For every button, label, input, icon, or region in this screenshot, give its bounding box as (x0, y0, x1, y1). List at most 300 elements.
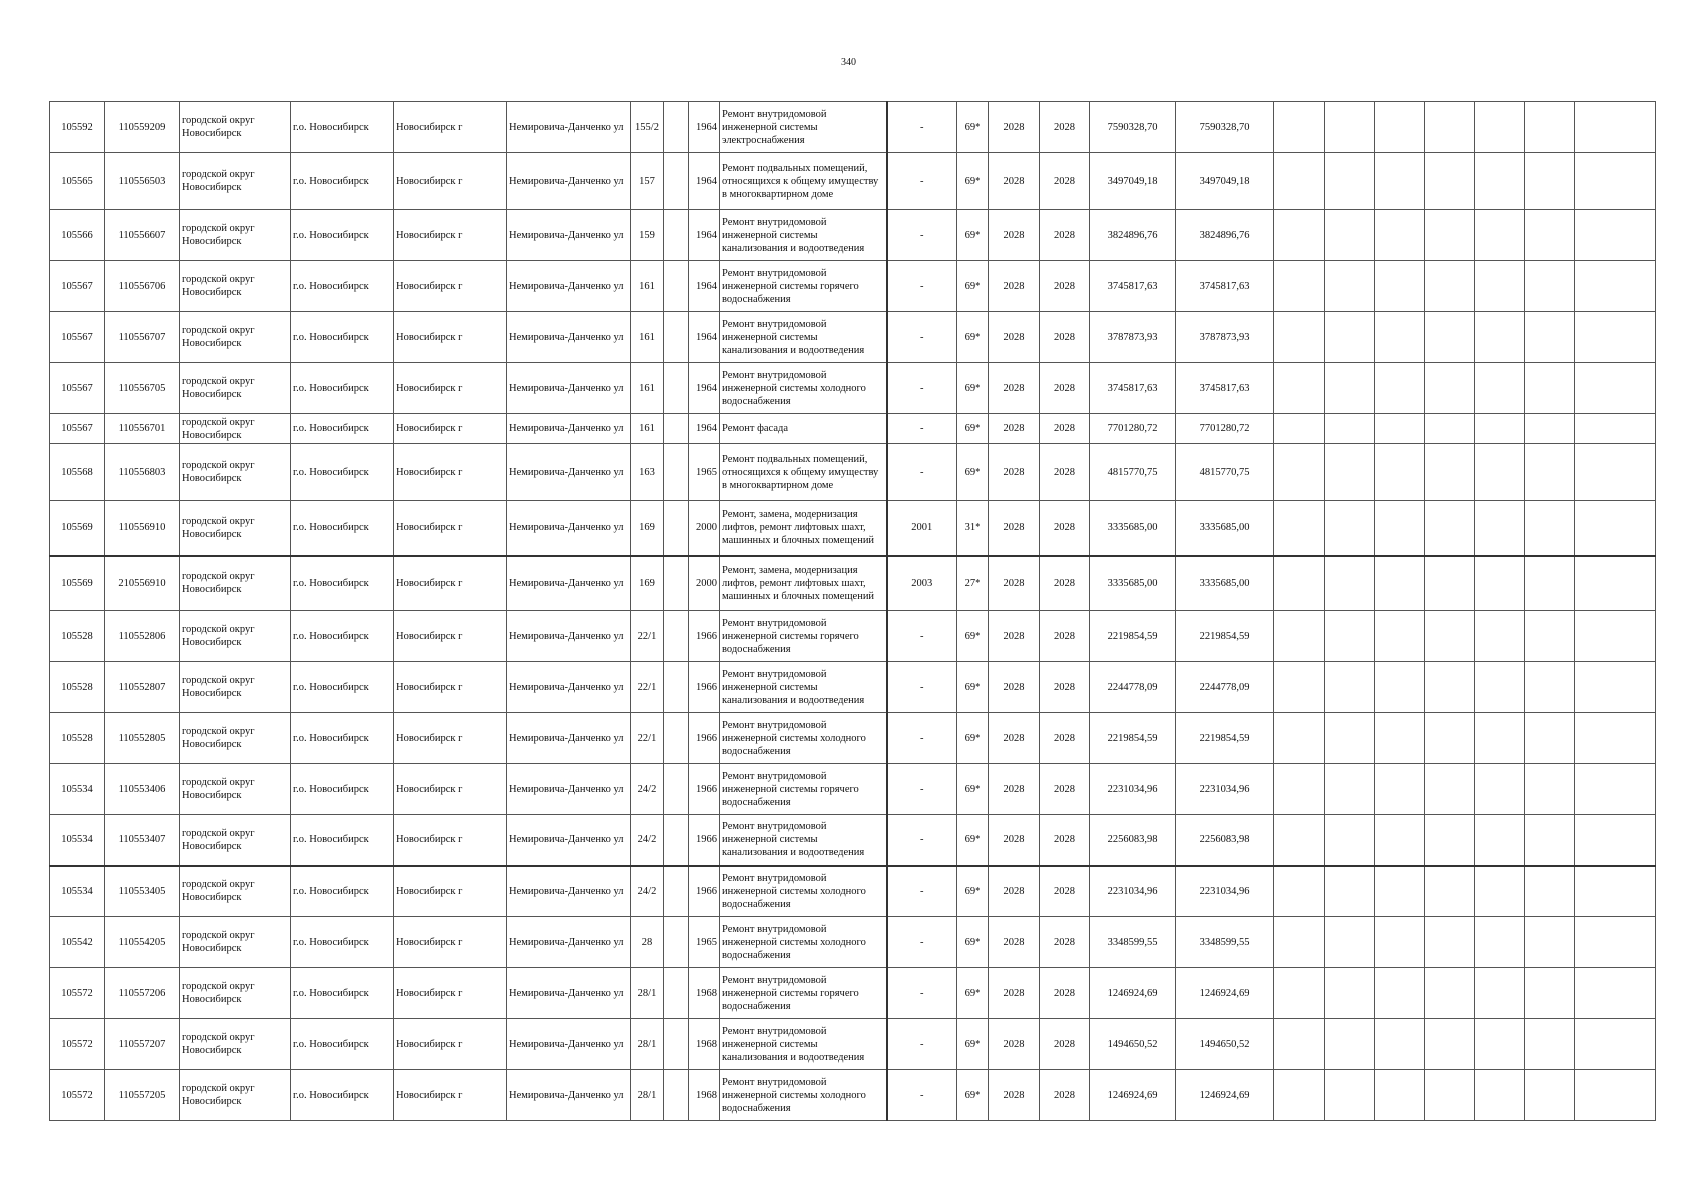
cost-total-cell: 2256083,98 (1090, 815, 1176, 866)
plan-year-end-cell: 2028 (1040, 968, 1090, 1019)
plan-year-start-cell: 2028 (989, 414, 1040, 444)
row-id-cell: 105567 (50, 414, 105, 444)
plan-year-end-cell: 2028 (1040, 866, 1090, 917)
plan-year-start-cell: 2028 (989, 556, 1040, 611)
house-number-cell: 157 (631, 153, 664, 210)
wear-percent-cell: 69* (957, 713, 989, 764)
empty-cell (1475, 444, 1525, 501)
cost-total-cell: 4815770,75 (1090, 444, 1176, 501)
plan-year-start-cell: 2028 (989, 153, 1040, 210)
settlement-cell: Новосибирск г (394, 968, 507, 1019)
empty-cell (1425, 153, 1475, 210)
street-cell: Немировича-Данченко ул (507, 764, 631, 815)
building-letter-cell (664, 210, 689, 261)
municipality-cell: городской округ Новосибирск (180, 662, 291, 713)
building-letter-cell (664, 444, 689, 501)
last-repair-year-cell: - (887, 210, 957, 261)
empty-cell (1325, 611, 1375, 662)
building-letter-cell (664, 815, 689, 866)
empty-cell (1274, 713, 1325, 764)
street-cell: Немировича-Данченко ул (507, 1019, 631, 1070)
last-repair-year-cell: - (887, 611, 957, 662)
empty-cell (1475, 312, 1525, 363)
building-letter-cell (664, 312, 689, 363)
empty-cell (1475, 261, 1525, 312)
cost-total-cell: 3335685,00 (1090, 501, 1176, 556)
empty-cell (1475, 611, 1525, 662)
city-district-cell: г.о. Новосибирск (291, 444, 394, 501)
empty-cell (1575, 764, 1656, 815)
cost-total-cell: 1494650,52 (1090, 1019, 1176, 1070)
plan-year-start-cell: 2028 (989, 1019, 1040, 1070)
table-row (50, 611, 1656, 662)
empty-cell (1325, 662, 1375, 713)
row-id-cell: 105567 (50, 363, 105, 414)
empty-cell (1475, 501, 1525, 556)
plan-year-end-cell: 2028 (1040, 102, 1090, 153)
work-code-cell: 110556707 (105, 312, 180, 363)
empty-cell (1274, 764, 1325, 815)
house-number-cell: 22/1 (631, 662, 664, 713)
last-repair-year-cell: - (887, 713, 957, 764)
work-type-cell: Ремонт внутридомовой инженерной системы холодного водоснабжения (720, 363, 887, 414)
house-number-cell: 161 (631, 261, 664, 312)
empty-cell (1274, 363, 1325, 414)
table-row (50, 815, 1656, 866)
settlement-cell: Новосибирск г (394, 662, 507, 713)
street-cell: Немировича-Данченко ул (507, 611, 631, 662)
construction-year-cell: 1966 (689, 611, 720, 662)
construction-year-cell: 1968 (689, 1019, 720, 1070)
work-code-cell: 110553407 (105, 815, 180, 866)
settlement-cell: Новосибирск г (394, 866, 507, 917)
empty-cell (1575, 1019, 1656, 1070)
cost-total-cell: 7701280,72 (1090, 414, 1176, 444)
work-code-cell: 110556910 (105, 501, 180, 556)
row-id-cell: 105534 (50, 815, 105, 866)
empty-cell (1425, 501, 1475, 556)
building-letter-cell (664, 153, 689, 210)
settlement-cell: Новосибирск г (394, 444, 507, 501)
row-id-cell: 105568 (50, 444, 105, 501)
table-row (50, 501, 1656, 556)
table-row (50, 414, 1656, 444)
empty-cell (1375, 917, 1425, 968)
house-number-cell: 24/2 (631, 764, 664, 815)
plan-year-end-cell: 2028 (1040, 414, 1090, 444)
empty-cell (1425, 414, 1475, 444)
wear-percent-cell: 69* (957, 312, 989, 363)
last-repair-year-cell: - (887, 764, 957, 815)
cost-total-cell: 3335685,00 (1090, 556, 1176, 611)
cost-fund-cell: 2219854,59 (1176, 611, 1274, 662)
empty-cell (1425, 1070, 1475, 1121)
house-number-cell: 169 (631, 556, 664, 611)
empty-cell (1325, 102, 1375, 153)
last-repair-year-cell: - (887, 363, 957, 414)
empty-cell (1375, 501, 1425, 556)
plan-year-start-cell: 2028 (989, 363, 1040, 414)
empty-cell (1325, 815, 1375, 866)
empty-cell (1575, 968, 1656, 1019)
street-cell: Немировича-Данченко ул (507, 444, 631, 501)
plan-year-start-cell: 2028 (989, 1070, 1040, 1121)
plan-year-end-cell: 2028 (1040, 1019, 1090, 1070)
empty-cell (1274, 261, 1325, 312)
empty-cell (1325, 444, 1375, 501)
empty-cell (1375, 556, 1425, 611)
work-type-cell: Ремонт внутридомовой инженерной системы горячего водоснабжения (720, 968, 887, 1019)
empty-cell (1575, 866, 1656, 917)
empty-cell (1475, 556, 1525, 611)
row-id-cell: 105566 (50, 210, 105, 261)
empty-cell (1425, 312, 1475, 363)
cost-fund-cell: 1246924,69 (1176, 1070, 1274, 1121)
work-type-cell: Ремонт внутридомовой инженерной системы горячего водоснабжения (720, 261, 887, 312)
cost-fund-cell: 4815770,75 (1176, 444, 1274, 501)
plan-year-start-cell: 2028 (989, 764, 1040, 815)
work-code-cell: 110556503 (105, 153, 180, 210)
empty-cell (1274, 556, 1325, 611)
last-repair-year-cell: - (887, 102, 957, 153)
street-cell: Немировича-Данченко ул (507, 312, 631, 363)
empty-cell (1325, 866, 1375, 917)
empty-cell (1325, 414, 1375, 444)
wear-percent-cell: 69* (957, 662, 989, 713)
empty-cell (1475, 968, 1525, 1019)
empty-cell (1475, 210, 1525, 261)
cost-fund-cell: 3745817,63 (1176, 363, 1274, 414)
plan-year-start-cell: 2028 (989, 261, 1040, 312)
cost-total-cell: 2219854,59 (1090, 611, 1176, 662)
empty-cell (1575, 1070, 1656, 1121)
empty-cell (1525, 713, 1575, 764)
empty-cell (1274, 210, 1325, 261)
wear-percent-cell: 69* (957, 414, 989, 444)
empty-cell (1575, 210, 1656, 261)
cost-fund-cell: 3335685,00 (1176, 501, 1274, 556)
wear-percent-cell: 69* (957, 764, 989, 815)
municipality-cell: городской округ Новосибирск (180, 815, 291, 866)
empty-cell (1375, 968, 1425, 1019)
empty-cell (1475, 414, 1525, 444)
work-type-cell: Ремонт подвальных помещений, относящихся к общему имуществу в многоквартирном доме (720, 444, 887, 501)
street-cell: Немировича-Данченко ул (507, 210, 631, 261)
empty-cell (1375, 866, 1425, 917)
street-cell: Немировича-Данченко ул (507, 414, 631, 444)
plan-year-end-cell: 2028 (1040, 210, 1090, 261)
cost-fund-cell: 7701280,72 (1176, 414, 1274, 444)
table-row (50, 556, 1656, 611)
work-code-cell: 110556705 (105, 363, 180, 414)
cost-fund-cell: 2256083,98 (1176, 815, 1274, 866)
empty-cell (1425, 917, 1475, 968)
empty-cell (1475, 363, 1525, 414)
house-number-cell: 161 (631, 414, 664, 444)
empty-cell (1575, 501, 1656, 556)
work-type-cell: Ремонт внутридомовой инженерной системы канализования и водоотведения (720, 815, 887, 866)
work-type-cell: Ремонт внутридомовой инженерной системы канализования и водоотведения (720, 312, 887, 363)
plan-year-end-cell: 2028 (1040, 501, 1090, 556)
work-type-cell: Ремонт внутридомовой инженерной системы холодного водоснабжения (720, 1070, 887, 1121)
city-district-cell: г.о. Новосибирск (291, 968, 394, 1019)
empty-cell (1425, 210, 1475, 261)
building-letter-cell (664, 1070, 689, 1121)
wear-percent-cell: 69* (957, 102, 989, 153)
empty-cell (1575, 917, 1656, 968)
empty-cell (1575, 153, 1656, 210)
work-code-cell: 210556910 (105, 556, 180, 611)
house-number-cell: 28/1 (631, 968, 664, 1019)
street-cell: Немировича-Данченко ул (507, 1070, 631, 1121)
work-type-cell: Ремонт фасада (720, 414, 887, 444)
municipality-cell: городской округ Новосибирск (180, 917, 291, 968)
empty-cell (1274, 102, 1325, 153)
cost-fund-cell: 1246924,69 (1176, 968, 1274, 1019)
empty-cell (1274, 917, 1325, 968)
empty-cell (1375, 444, 1425, 501)
empty-cell (1475, 917, 1525, 968)
page-number: 340 (841, 57, 856, 68)
table-row (50, 210, 1656, 261)
work-code-cell: 110557207 (105, 1019, 180, 1070)
empty-cell (1375, 764, 1425, 815)
plan-year-end-cell: 2028 (1040, 611, 1090, 662)
city-district-cell: г.о. Новосибирск (291, 815, 394, 866)
row-id-cell: 105592 (50, 102, 105, 153)
construction-year-cell: 1966 (689, 764, 720, 815)
work-code-cell: 110556803 (105, 444, 180, 501)
house-number-cell: 24/2 (631, 815, 664, 866)
settlement-cell: Новосибирск г (394, 815, 507, 866)
empty-cell (1475, 662, 1525, 713)
city-district-cell: г.о. Новосибирск (291, 764, 394, 815)
work-type-cell: Ремонт внутридомовой инженерной системы холодного водоснабжения (720, 917, 887, 968)
work-code-cell: 110552807 (105, 662, 180, 713)
work-type-cell: Ремонт внутридомовой инженерной системы горячего водоснабжения (720, 611, 887, 662)
house-number-cell: 159 (631, 210, 664, 261)
plan-year-start-cell: 2028 (989, 501, 1040, 556)
table-row (50, 1070, 1656, 1121)
empty-cell (1325, 363, 1375, 414)
cost-total-cell: 3787873,93 (1090, 312, 1176, 363)
city-district-cell: г.о. Новосибирск (291, 312, 394, 363)
settlement-cell: Новосибирск г (394, 363, 507, 414)
empty-cell (1375, 102, 1425, 153)
municipality-cell: городской округ Новосибирск (180, 556, 291, 611)
empty-cell (1575, 363, 1656, 414)
cost-total-cell: 2244778,09 (1090, 662, 1176, 713)
street-cell: Немировича-Данченко ул (507, 815, 631, 866)
cost-total-cell: 3824896,76 (1090, 210, 1176, 261)
empty-cell (1375, 261, 1425, 312)
empty-cell (1325, 713, 1375, 764)
municipality-cell: городской округ Новосибирск (180, 866, 291, 917)
last-repair-year-cell: - (887, 968, 957, 1019)
table-row (50, 102, 1656, 153)
settlement-cell: Новосибирск г (394, 414, 507, 444)
empty-cell (1525, 210, 1575, 261)
settlement-cell: Новосибирск г (394, 153, 507, 210)
work-code-cell: 110553406 (105, 764, 180, 815)
street-cell: Немировича-Данченко ул (507, 363, 631, 414)
wear-percent-cell: 69* (957, 968, 989, 1019)
last-repair-year-cell: 2003 (887, 556, 957, 611)
table-row (50, 363, 1656, 414)
wear-percent-cell: 69* (957, 866, 989, 917)
work-type-cell: Ремонт подвальных помещений, относящихся к общему имуществу в многоквартирном доме (720, 153, 887, 210)
building-letter-cell (664, 611, 689, 662)
construction-year-cell: 1964 (689, 102, 720, 153)
empty-cell (1325, 153, 1375, 210)
construction-year-cell: 1964 (689, 210, 720, 261)
wear-percent-cell: 69* (957, 917, 989, 968)
wear-percent-cell: 69* (957, 1070, 989, 1121)
city-district-cell: г.о. Новосибирск (291, 866, 394, 917)
empty-cell (1274, 414, 1325, 444)
empty-cell (1325, 556, 1375, 611)
table-row (50, 917, 1656, 968)
settlement-cell: Новосибирск г (394, 764, 507, 815)
city-district-cell: г.о. Новосибирск (291, 662, 394, 713)
empty-cell (1525, 363, 1575, 414)
empty-cell (1425, 815, 1475, 866)
plan-year-end-cell: 2028 (1040, 556, 1090, 611)
settlement-cell: Новосибирск г (394, 917, 507, 968)
settlement-cell: Новосибирск г (394, 210, 507, 261)
empty-cell (1375, 662, 1425, 713)
municipality-cell: городской округ Новосибирск (180, 363, 291, 414)
house-number-cell: 161 (631, 363, 664, 414)
building-letter-cell (664, 363, 689, 414)
empty-cell (1375, 210, 1425, 261)
work-code-cell: 110556607 (105, 210, 180, 261)
empty-cell (1475, 764, 1525, 815)
construction-year-cell: 1965 (689, 917, 720, 968)
building-letter-cell (664, 556, 689, 611)
empty-cell (1475, 102, 1525, 153)
work-code-cell: 110552805 (105, 713, 180, 764)
municipality-cell: городской округ Новосибирск (180, 1070, 291, 1121)
building-letter-cell (664, 917, 689, 968)
last-repair-year-cell: - (887, 815, 957, 866)
municipality-cell: городской округ Новосибирск (180, 312, 291, 363)
settlement-cell: Новосибирск г (394, 261, 507, 312)
empty-cell (1525, 444, 1575, 501)
empty-cell (1425, 662, 1475, 713)
municipality-cell: городской округ Новосибирск (180, 102, 291, 153)
wear-percent-cell: 69* (957, 261, 989, 312)
cost-total-cell: 3745817,63 (1090, 261, 1176, 312)
house-number-cell: 169 (631, 501, 664, 556)
municipality-cell: городской округ Новосибирск (180, 261, 291, 312)
last-repair-year-cell: - (887, 1070, 957, 1121)
wear-percent-cell: 69* (957, 815, 989, 866)
construction-year-cell: 1968 (689, 968, 720, 1019)
plan-year-end-cell: 2028 (1040, 444, 1090, 501)
work-code-cell: 110556706 (105, 261, 180, 312)
building-letter-cell (664, 414, 689, 444)
construction-year-cell: 1964 (689, 363, 720, 414)
cost-total-cell: 2219854,59 (1090, 713, 1176, 764)
empty-cell (1375, 363, 1425, 414)
construction-year-cell: 2000 (689, 556, 720, 611)
city-district-cell: г.о. Новосибирск (291, 1019, 394, 1070)
table-row (50, 764, 1656, 815)
row-id-cell: 105534 (50, 866, 105, 917)
plan-year-end-cell: 2028 (1040, 662, 1090, 713)
empty-cell (1325, 210, 1375, 261)
city-district-cell: г.о. Новосибирск (291, 210, 394, 261)
work-type-cell: Ремонт, замена, модернизация лифтов, ремонт лифтовых шахт, машинных и блочных помещений (720, 556, 887, 611)
last-repair-year-cell: - (887, 866, 957, 917)
building-letter-cell (664, 968, 689, 1019)
wear-percent-cell: 69* (957, 210, 989, 261)
street-cell: Немировича-Данченко ул (507, 261, 631, 312)
empty-cell (1475, 1019, 1525, 1070)
plan-year-end-cell: 2028 (1040, 261, 1090, 312)
empty-cell (1575, 713, 1656, 764)
plan-year-start-cell: 2028 (989, 713, 1040, 764)
construction-year-cell: 1966 (689, 815, 720, 866)
last-repair-year-cell: 2001 (887, 501, 957, 556)
municipality-cell: городской округ Новосибирск (180, 153, 291, 210)
city-district-cell: г.о. Новосибирск (291, 414, 394, 444)
plan-year-start-cell: 2028 (989, 102, 1040, 153)
last-repair-year-cell: - (887, 312, 957, 363)
empty-cell (1425, 363, 1475, 414)
cost-fund-cell: 1494650,52 (1176, 1019, 1274, 1070)
house-number-cell: 28 (631, 917, 664, 968)
cost-total-cell: 3497049,18 (1090, 153, 1176, 210)
cost-fund-cell: 7590328,70 (1176, 102, 1274, 153)
row-id-cell: 105528 (50, 713, 105, 764)
building-letter-cell (664, 261, 689, 312)
last-repair-year-cell: - (887, 917, 957, 968)
construction-year-cell: 2000 (689, 501, 720, 556)
empty-cell (1525, 1019, 1575, 1070)
house-number-cell: 22/1 (631, 611, 664, 662)
building-letter-cell (664, 501, 689, 556)
empty-cell (1375, 815, 1425, 866)
settlement-cell: Новосибирск г (394, 1070, 507, 1121)
empty-cell (1274, 153, 1325, 210)
empty-cell (1425, 444, 1475, 501)
table-row (50, 444, 1656, 501)
empty-cell (1325, 261, 1375, 312)
city-district-cell: г.о. Новосибирск (291, 713, 394, 764)
empty-cell (1325, 1070, 1375, 1121)
empty-cell (1525, 153, 1575, 210)
empty-cell (1325, 1019, 1375, 1070)
row-id-cell: 105565 (50, 153, 105, 210)
plan-year-start-cell: 2028 (989, 866, 1040, 917)
work-code-cell: 110557205 (105, 1070, 180, 1121)
repair-schedule-table (49, 101, 1656, 1121)
plan-year-end-cell: 2028 (1040, 312, 1090, 363)
plan-year-start-cell: 2028 (989, 312, 1040, 363)
empty-cell (1425, 102, 1475, 153)
house-number-cell: 155/2 (631, 102, 664, 153)
table-row (50, 1019, 1656, 1070)
row-id-cell: 105569 (50, 556, 105, 611)
plan-year-end-cell: 2028 (1040, 764, 1090, 815)
plan-year-start-cell: 2028 (989, 210, 1040, 261)
cost-fund-cell: 3787873,93 (1176, 312, 1274, 363)
row-id-cell: 105534 (50, 764, 105, 815)
construction-year-cell: 1964 (689, 312, 720, 363)
empty-cell (1525, 611, 1575, 662)
